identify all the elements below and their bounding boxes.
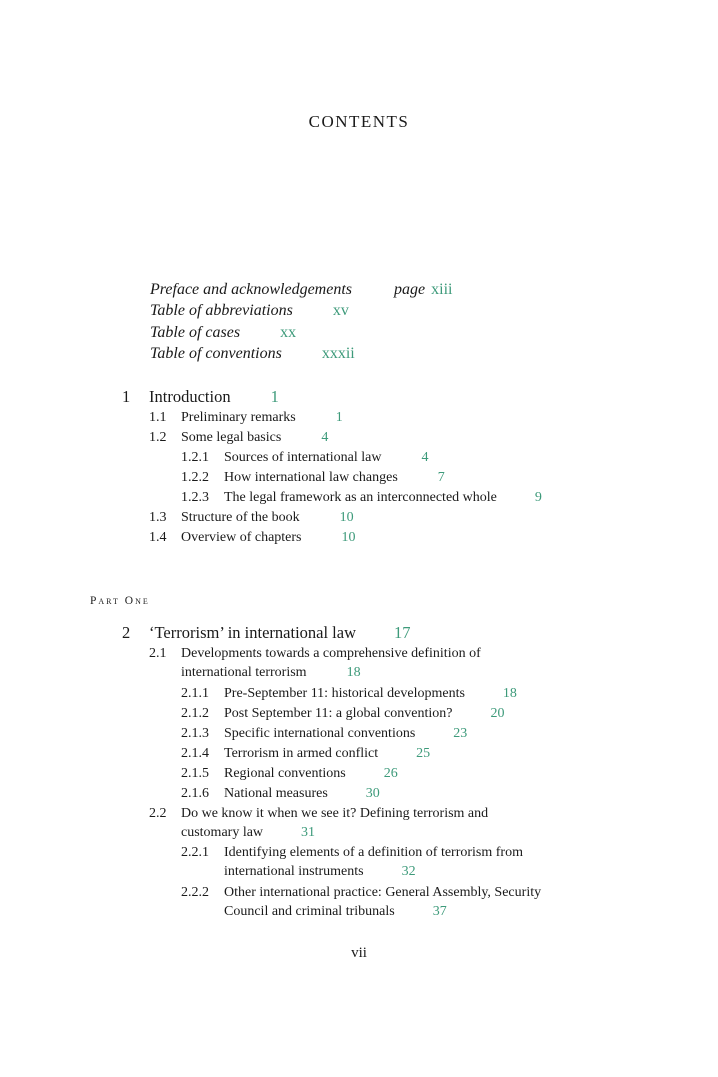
page-number: xxxii — [321, 345, 355, 362]
chapter-title: Introduction — [149, 387, 231, 406]
subsection-number: 1.2.3 — [181, 490, 209, 505]
section-title: Specific international conventions — [224, 726, 416, 741]
toc-entry-subsection[interactable] — [224, 450, 428, 466]
subsection-number: 2.1.6 — [181, 786, 209, 801]
toc-entry-subsection[interactable] — [224, 686, 517, 702]
toc-entry-front-matter[interactable] — [150, 281, 452, 299]
page-number: xv — [332, 302, 349, 319]
entry-title: Table of abbreviations — [150, 302, 293, 319]
toc-entry-front-matter[interactable] — [150, 302, 349, 320]
toc-entry-subsection[interactable] — [224, 845, 523, 880]
subsection-number: 1.2.1 — [181, 450, 209, 465]
page-number: 18 — [502, 686, 517, 701]
subsection-number: 2.1.5 — [181, 766, 209, 781]
section-number: 1.2 — [149, 430, 167, 445]
subsection-number: 2.1.3 — [181, 726, 209, 741]
section-title-line: international instruments — [224, 864, 364, 879]
section-title-line: international terrorism — [181, 665, 307, 680]
page-number: 31 — [301, 825, 316, 840]
page-number: 4 — [321, 430, 329, 445]
page-number: 4 — [421, 450, 429, 465]
section-title: Preliminary remarks — [181, 410, 296, 425]
section-title: Post September 11: a global convention? — [224, 706, 453, 721]
toc-entry-subsection[interactable] — [224, 885, 541, 920]
page-number: 9 — [534, 490, 542, 505]
page-number: 7 — [437, 470, 445, 485]
page-folio: vii — [351, 945, 367, 961]
chapter-title: ‘Terrorism’ in international law — [149, 623, 357, 642]
section-title-line: customary law — [181, 825, 264, 840]
page-number: 17 — [394, 623, 411, 642]
section-number: 2.1 — [149, 646, 167, 661]
toc-entry-subsection[interactable] — [224, 490, 542, 506]
section-title-line: Developments towards a comprehensive definition of — [181, 646, 481, 661]
section-title: How international law changes — [224, 470, 398, 485]
section-title-line: Other international practice: General Assembly, Security — [224, 885, 542, 900]
page-prefix: page — [394, 281, 426, 298]
entry-title: Table of cases — [150, 324, 241, 341]
toc-entry-section[interactable] — [181, 430, 328, 446]
page-number: 37 — [432, 904, 447, 919]
section-title: Overview of chapters — [181, 530, 302, 545]
subsection-number: 2.1.2 — [181, 706, 209, 721]
section-title: National measures — [224, 786, 328, 801]
section-title: Terrorism in armed conflict — [224, 746, 379, 761]
section-title: Regional conventions — [224, 766, 346, 781]
toc-entry-section[interactable] — [181, 510, 354, 526]
part-label: Part One — [90, 595, 150, 607]
toc-entry-section[interactable] — [181, 530, 356, 546]
page-title: CONTENTS — [308, 112, 410, 131]
section-title: Sources of international law — [224, 450, 382, 465]
page-number: 25 — [416, 746, 431, 761]
page-number: 26 — [383, 766, 398, 781]
subsection-number: 2.1.4 — [181, 746, 209, 761]
subsection-number: 2.2.1 — [181, 845, 209, 860]
section-number: 1.4 — [149, 530, 167, 545]
toc-entry-front-matter[interactable] — [150, 324, 296, 342]
section-title: Pre-September 11: historical developments — [224, 686, 465, 701]
page-number: 23 — [453, 726, 468, 741]
page-number: xiii — [431, 281, 453, 298]
page-number: 10 — [339, 510, 354, 525]
toc-entry-section[interactable] — [181, 646, 481, 681]
section-title: Some legal basics — [181, 430, 282, 445]
section-title: The legal framework as an interconnected whole — [224, 490, 497, 505]
section-title: Structure of the book — [181, 510, 300, 525]
toc-entry-subsection[interactable] — [224, 726, 467, 742]
toc-entry-chapter[interactable] — [149, 387, 279, 407]
section-title-line: Council and criminal tribunals — [224, 904, 395, 919]
toc-entry-chapter[interactable] — [149, 623, 411, 643]
section-title-line: Identifying elements of a definition of terrorism from — [224, 845, 523, 860]
toc-entry-subsection[interactable] — [224, 706, 505, 722]
section-number: 2.2 — [149, 806, 167, 821]
page-number: 30 — [365, 786, 380, 801]
entry-title: Table of conventions — [150, 345, 282, 362]
page-number: 1 — [335, 410, 343, 425]
page-number: xx — [280, 324, 297, 341]
subsection-number: 2.2.2 — [181, 885, 209, 900]
section-title-line: Do we know it when we see it? Defining terrorism and — [181, 806, 489, 821]
toc-entry-subsection[interactable] — [224, 786, 380, 802]
toc-entry-section[interactable] — [181, 806, 488, 841]
page-number: 10 — [341, 530, 356, 545]
page-number: 1 — [270, 387, 279, 406]
toc-entry-subsection[interactable] — [224, 470, 445, 486]
chapter-number: 2 — [122, 623, 131, 642]
page-number: 32 — [401, 864, 416, 879]
toc-entry-subsection[interactable] — [224, 766, 398, 782]
page-number: 20 — [490, 706, 505, 721]
subsection-number: 1.2.2 — [181, 470, 209, 485]
section-number: 1.1 — [149, 410, 167, 425]
section-number: 1.3 — [149, 510, 167, 525]
subsection-number: 2.1.1 — [181, 686, 209, 701]
page-number: 18 — [346, 665, 361, 680]
toc-entry-front-matter[interactable] — [150, 345, 355, 363]
toc-entry-subsection[interactable] — [224, 746, 430, 762]
toc-entry-section[interactable] — [181, 410, 343, 426]
entry-title: Preface and acknowledgements — [150, 281, 353, 298]
chapter-number: 1 — [122, 387, 131, 406]
